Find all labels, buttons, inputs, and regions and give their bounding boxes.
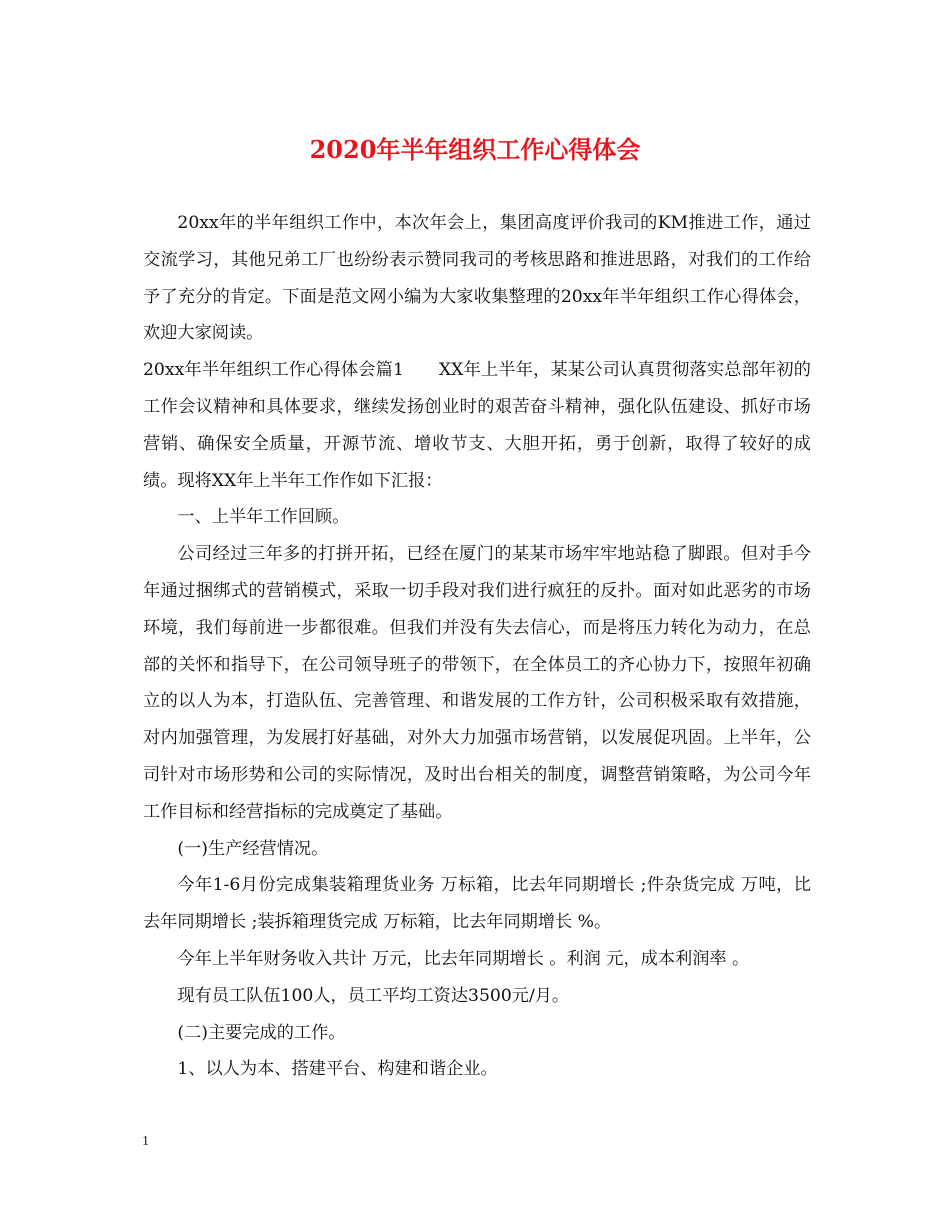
heading-operations: (一)生产经营情况。 [177,838,329,859]
document-body [143,205,811,1088]
paragraph-section-1: 20xx年半年组织工作心得体会篇1 XX年上半年，某某公司认真贯彻落实总部年初的工作会议精神和具体要求，继续发扬创业时的艰苦奋斗精神，强化队伍建设、抓好市场营销、确保安全质量，开源节流、增收节支、大胆开拓，勇于创新，取得了较好的成绩。现将XX年上半年工作作如下汇报： [143,360,811,491]
heading-review: 一、上半年工作回顾。 [177,507,350,528]
heading-main-work: (二)主要完成的工作。 [177,1022,346,1043]
paragraph-finance: 今年上半年财务收入共计 万元，比去年同期增长 。利润 元，成本利润率 。 [177,948,750,969]
paragraph-intro: 20xx年的半年组织工作中，本次年会上，集团高度评价我司的KM推进工作，通过交流学习，其他兄弟工厂也纷纷表示赞同我司的考核思路和推进思路，对我们的工作给予了充分的肯定。下面是范文网小编为大家收集整理的20xx年半年组织工作心得体会，欢迎大家阅读。 [143,213,811,344]
page-number: 1 [142,1134,149,1149]
heading-item-1: 1、以人为本、搭建平台、构建和谐企业。 [177,1059,498,1080]
paragraph-operations: 今年1-6月份完成集装箱理货业务 万标箱，比去年同期增长 ;件杂货完成 万吨，比去年同期增长 ;装拆箱理货完成 万标箱，比去年同期增长 %。 [143,875,811,933]
paragraph-review: 公司经过三年多的打拼开拓，已经在厦门的某某市场牢牢地站稳了脚跟。但对手今年通过捆绑式的营销模式，采取一切手段对我们进行疯狂的反扑。面对如此恶劣的市场环境，我们每前进一步都很难。但我们并没有失去信心，而是将压力转化为动力，在总部的关怀和指导下，在公司领导班子的带领下，在全体员工的齐心协力下，按照年初确立的以人为本，打造队伍、完善管理、和谐发展的工作方针，公司积极采取有效措施，对内加强管理，为发展打好基础，对外大力加强市场营销，以发展促巩固。上半年，公司针对市场形势和公司的实际情况，及时出台相关的制度，调整营销策略，为公司今年工作目标和经营指标的完成奠定了基础。 [143,544,811,822]
paragraph-staff: 现有员工队伍100人，员工平均工资达3500元/月。 [177,985,570,1006]
document-title: 2020年半年组织工作心得体会 [309,135,641,164]
